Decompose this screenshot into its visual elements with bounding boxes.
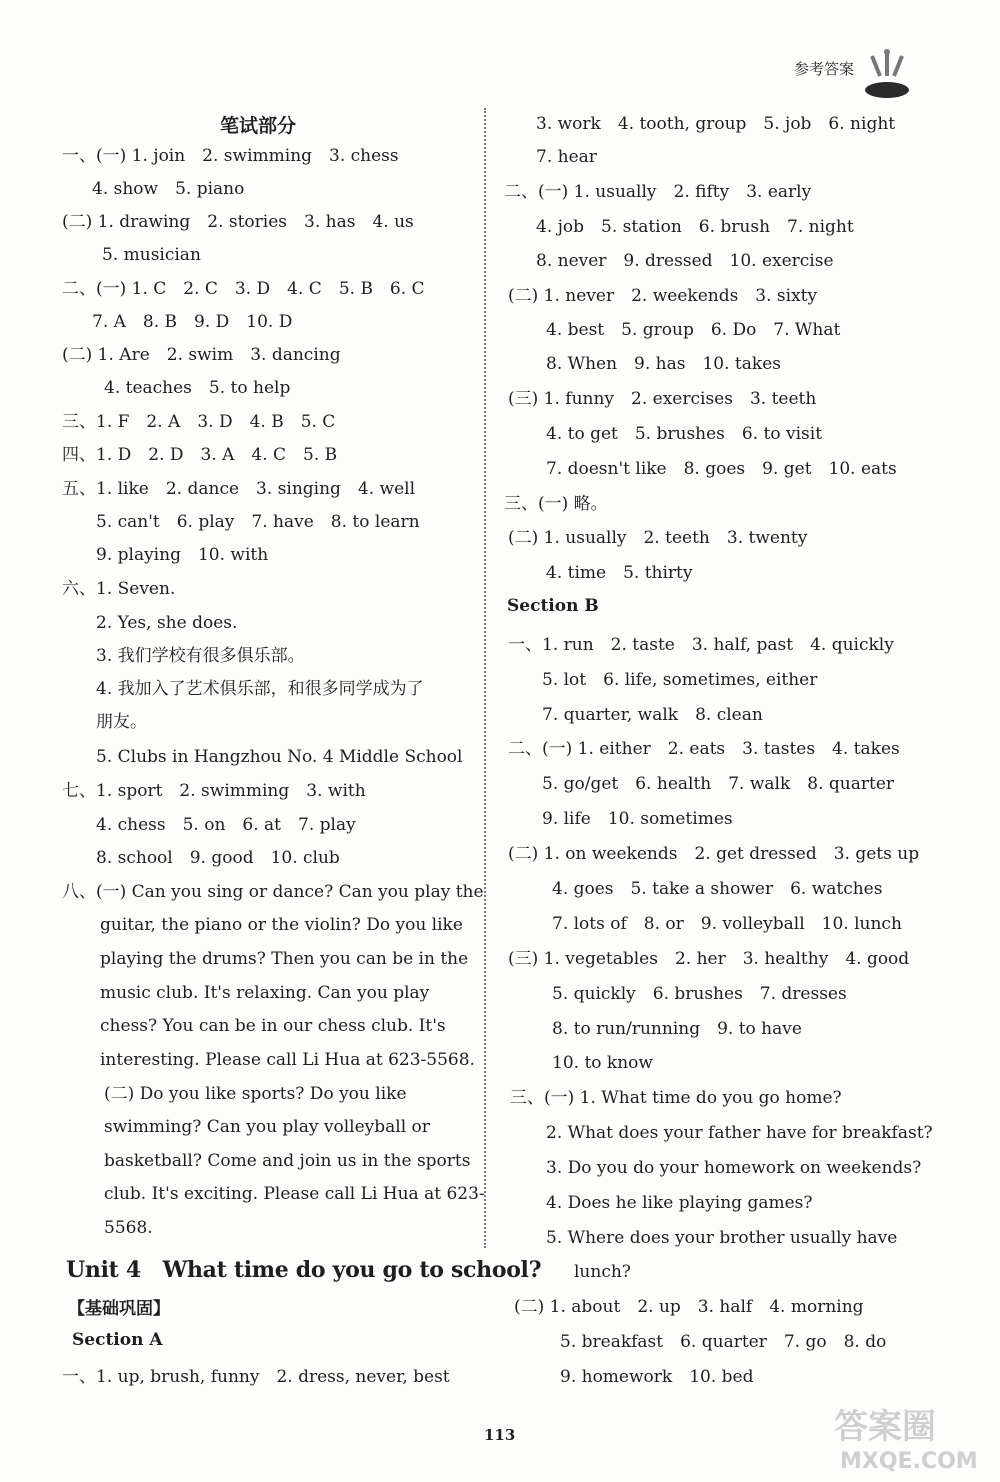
right-answer-line: 三、(一) 略。	[504, 494, 608, 514]
right-b-answer-line: 5. go/get 6. health 7. walk 8. quarter	[542, 774, 895, 794]
left-answer-line: 7. A 8. B 9. D 10. D	[92, 312, 293, 332]
right-b-answer-line: 4. Does he like playing games?	[546, 1193, 813, 1213]
left-answer-line: 二、(一) 1. C 2. C 3. D 4. C 5. B 6. C	[62, 279, 425, 299]
right-b-answer-line: 5. quickly 6. brushes 7. dresses	[552, 984, 847, 1004]
section-b-heading: Section B	[507, 596, 599, 616]
watermark-logo-icon	[826, 1396, 996, 1476]
right-b-answer-line: 9. homework 10. bed	[560, 1367, 754, 1387]
left-answer-line: music club. It's relaxing. Can you play	[100, 983, 430, 1003]
section-title: 笔试部分	[220, 115, 297, 137]
left-answer-line: 四、1. D 2. D 3. A 4. C 5. B	[62, 445, 338, 465]
left-answer-line: 4. chess 5. on 6. at 7. play	[96, 815, 356, 835]
left-answer-line: 六、1. Seven.	[62, 579, 176, 599]
left-answer-line: 5. can't 6. play 7. have 8. to learn	[96, 512, 420, 532]
section-a-heading: Section A	[72, 1330, 163, 1350]
left-answer-line: playing the drums? Then you can be in the	[100, 949, 469, 969]
left-answer-line: club. It's exciting. Please call Li Hua at 623-	[104, 1184, 485, 1204]
right-b-answer-line: 5. lot 6. life, sometimes, either	[542, 670, 818, 690]
right-b-answer-line: 二、(一) 1. either 2. eats 3. tastes 4. takes	[508, 739, 900, 759]
right-answer-line: (三) 1. funny 2. exercises 3. teeth	[508, 389, 817, 409]
right-b-answer-line: 三、(一) 1. What time do you go home?	[510, 1088, 842, 1108]
left-answer-line: (二) 1. drawing 2. stories 3. has 4. us	[62, 212, 414, 232]
left-answer-line: 4. teaches 5. to help	[104, 378, 291, 398]
right-b-answer-line: 5. breakfast 6. quarter 7. go 8. do	[560, 1332, 887, 1352]
left-answer-line: 2. Yes, she does.	[96, 613, 238, 633]
right-b-answer-line: 8. to run/running 9. to have	[552, 1019, 802, 1039]
right-answer-line: (二) 1. usually 2. teeth 3. twenty	[508, 528, 808, 548]
left-answer-line: 5. Clubs in Hangzhou No. 4 Middle School	[96, 747, 463, 767]
right-answer-line: 4. to get 5. brushes 6. to visit	[546, 424, 823, 444]
page-number: 113	[484, 1426, 516, 1444]
left-last-line: 一、1. up, brush, funny 2. dress, never, best	[62, 1367, 450, 1387]
left-answer-line: (二) 1. Are 2. swim 3. dancing	[62, 345, 341, 365]
left-answer-line: chess? You can be in our chess club. It's	[100, 1016, 446, 1036]
left-answer-line: 5. musician	[102, 245, 201, 265]
left-answer-line: basketball? Come and join us in the sports	[104, 1151, 471, 1171]
right-b-answer-line: (二) 1. about 2. up 3. half 4. morning	[514, 1297, 864, 1317]
right-answer-line: 4. time 5. thirty	[546, 563, 693, 583]
right-answer-line: 7. doesn't like 8. goes 9. get 10. eats	[546, 459, 897, 479]
right-answer-line: (二) 1. never 2. weekends 3. sixty	[508, 286, 818, 306]
left-answer-line: interesting. Please call Li Hua at 623-5568.	[100, 1050, 475, 1070]
right-answer-line: 4. best 5. group 6. Do 7. What	[546, 320, 841, 340]
right-b-answer-line: 4. goes 5. take a shower 6. watches	[552, 879, 883, 899]
right-b-answer-line: 7. quarter, walk 8. clean	[542, 705, 763, 725]
right-answer-line: 3. work 4. tooth, group 5. job 6. night	[536, 114, 896, 134]
right-answer-line: 7. hear	[536, 147, 597, 167]
right-b-answer-line: lunch?	[574, 1262, 631, 1282]
header-logo-icon	[862, 46, 912, 102]
left-answer-line: 三、1. F 2. A 3. D 4. B 5. C	[62, 412, 336, 432]
left-answer-line: 3. 我们学校有很多俱乐部。	[96, 646, 305, 666]
left-answer-line: 4. show 5. piano	[92, 179, 245, 199]
bracket-heading: 【基础巩固】	[68, 1299, 170, 1319]
right-answer-line: 8. never 9. dressed 10. exercise	[536, 251, 834, 271]
left-answer-line: 9. playing 10. with	[96, 545, 269, 565]
right-b-answer-line: 5. Where does your brother usually have	[546, 1228, 898, 1248]
left-answer-line: 五、1. like 2. dance 3. singing 4. well	[62, 479, 416, 499]
left-answer-line: 七、1. sport 2. swimming 3. with	[62, 781, 366, 801]
left-answer-line: (二) Do you like sports? Do you like	[104, 1084, 407, 1104]
right-b-answer-line: (二) 1. on weekends 2. get dressed 3. gets up	[508, 844, 920, 864]
left-answer-line: guitar, the piano or the violin? Do you like	[100, 915, 463, 935]
column-divider	[484, 108, 486, 1248]
left-answer-line: 5568.	[104, 1218, 153, 1238]
left-answer-line: 朋友。	[96, 712, 147, 732]
right-answer-line: 4. job 5. station 6. brush 7. night	[536, 217, 854, 237]
right-b-answer-line: (三) 1. vegetables 2. her 3. healthy 4. good	[508, 949, 910, 969]
right-answer-line: 二、(一) 1. usually 2. fifty 3. early	[504, 182, 812, 202]
left-answer-line: 一、(一) 1. join 2. swimming 3. chess	[62, 146, 399, 166]
svg-text:答案圈: 答案圈	[834, 1407, 936, 1447]
right-b-answer-line: 3. Do you do your homework on weekends?	[546, 1158, 922, 1178]
right-b-answer-line: 9. life 10. sometimes	[542, 809, 733, 829]
right-b-answer-line: 2. What does your father have for breakfast?	[546, 1123, 933, 1143]
left-answer-line: swimming? Can you play volleyball or	[104, 1117, 430, 1137]
left-answer-line: 8. school 9. good 10. club	[96, 848, 340, 868]
unit-title: Unit 4 What time do you go to school?	[66, 1257, 542, 1283]
right-b-answer-line: 10. to know	[552, 1053, 653, 1073]
left-answer-line: 4. 我加入了艺术俱乐部，和很多同学成为了	[96, 679, 424, 699]
svg-text:MXQE.COM: MXQE.COM	[840, 1449, 978, 1474]
right-answer-line: 8. When 9. has 10. takes	[546, 354, 781, 374]
header-label: 参考答案	[794, 60, 855, 78]
left-answer-line: 八、(一) Can you sing or dance? Can you play the	[62, 882, 484, 902]
right-b-answer-line: 一、1. run 2. taste 3. half, past 4. quickly	[508, 635, 894, 655]
right-b-answer-line: 7. lots of 8. or 9. volleyball 10. lunch	[552, 914, 902, 934]
